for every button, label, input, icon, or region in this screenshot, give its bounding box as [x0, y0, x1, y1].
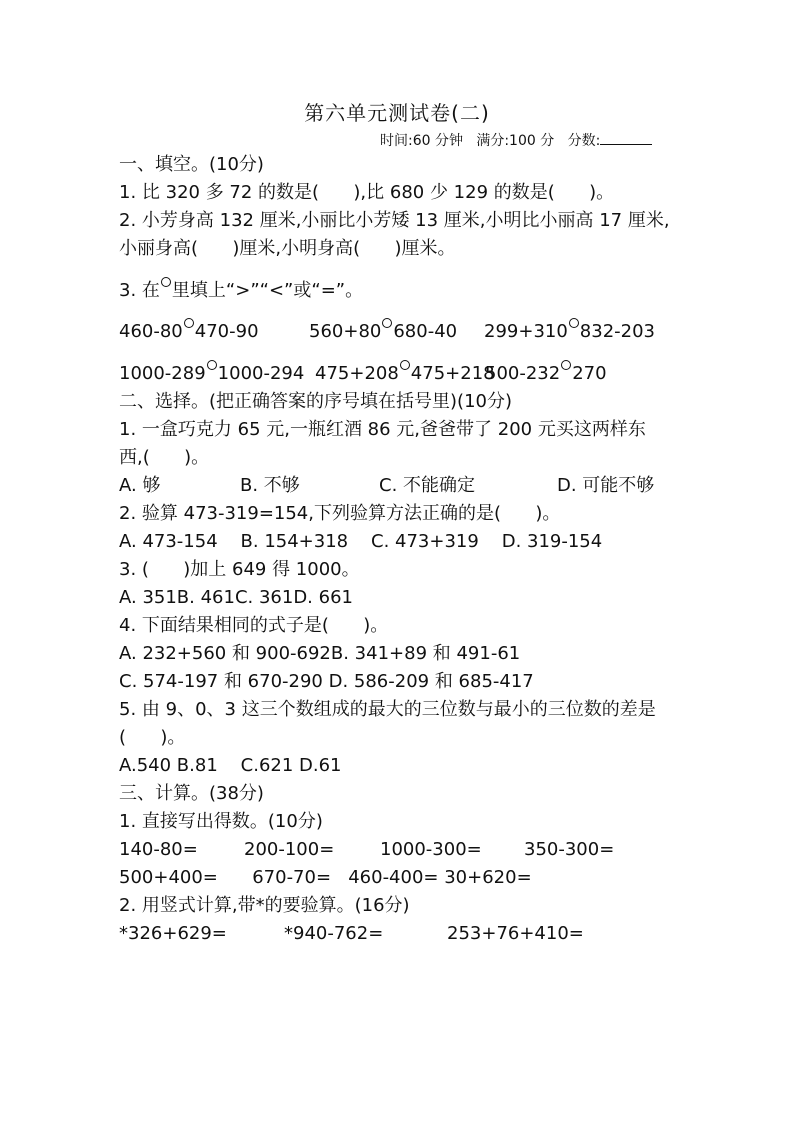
option-a: A. 够 [119, 475, 161, 496]
s2-question-1-line-1: 1. 一盒巧克力 65 元,一瓶红酒 86 元,爸爸带了 200 元买这两样东 [119, 419, 646, 440]
s2-question-4: 4. 下面结果相同的式子是( )。 [119, 615, 389, 636]
compare-right: 470-90 [194, 321, 259, 342]
page-title: 第六单元测试卷(二) [304, 101, 490, 125]
compare-item [119, 318, 259, 344]
compare-item [309, 318, 457, 344]
s3-question-2: 2. 用竖式计算,带*的要验算。(16分) [119, 895, 410, 916]
calc-item: *940-762= [284, 923, 384, 944]
s2-question-2-options: A. 473-154 B. 154+318 C. 473+319 D. 319-154 [119, 531, 603, 552]
calc-item: 350-300= [524, 839, 615, 860]
compare-right: 1000-294 [217, 363, 305, 384]
compare-left: 1000-289 [119, 363, 206, 384]
section-1-heading: 一、填空。(10分) [119, 154, 264, 175]
compare-left: 500-232 [485, 363, 561, 384]
exam-meta [380, 130, 652, 151]
s2-question-4-options-2: C. 574-197 和 670-290 D. 586-209 和 685-417 [119, 671, 534, 692]
section-2-heading: 二、选择。(把正确答案的序号填在括号里)(10分) [119, 391, 512, 412]
compare-right: 832-203 [579, 321, 656, 342]
calc-item: 253+76+410= [447, 923, 584, 944]
s2-question-5-line-2: ( )。 [119, 727, 186, 748]
option-b: B. 不够 [240, 475, 300, 496]
s2-question-3-options: A. 351B. 461C. 361D. 661 [119, 587, 353, 608]
s2-question-2: 2. 验算 473-319=154,下列验算方法正确的是( )。 [119, 503, 561, 524]
calc-item: *326+629= [119, 923, 227, 944]
s2-question-5-options: A.540 B.81 C.621 D.61 [119, 755, 342, 776]
s1-q3-suffix: 里填上“>”“<”或“=”。 [171, 280, 364, 301]
s1-question-2-line-1: 2. 小芳身高 132 厘米,小丽比小芳矮 13 厘米,小明比小丽高 17 厘米, [119, 210, 670, 231]
calc-item: 1000-300= [380, 839, 482, 860]
compare-left: 299+310 [484, 321, 568, 342]
calc-item: 200-100= [244, 839, 335, 860]
compare-circle-icon[interactable] [184, 318, 194, 328]
s2-question-4-options-1: A. 232+560 和 900-692B. 341+89 和 491-61 [119, 643, 521, 664]
compare-item [315, 360, 495, 386]
compare-circle-icon[interactable] [569, 318, 579, 328]
s3-row-3 [119, 922, 719, 946]
exam-score-label: 分数: [567, 133, 601, 149]
compare-circle-icon[interactable] [400, 360, 410, 370]
compare-item [485, 360, 607, 386]
compare-right: 270 [572, 363, 607, 384]
s2-question-1-line-2: 西,( )。 [119, 447, 210, 468]
compare-circle-icon [161, 277, 171, 287]
s1-question-2-line-2: 小丽身高( )厘米,小明身高( )厘米。 [119, 238, 456, 259]
compare-left: 475+208 [315, 363, 399, 384]
score-blank[interactable] [600, 130, 652, 145]
option-d: D. 可能不够 [557, 475, 655, 496]
s2-question-5-line-1: 5. 由 9、0、3 这三个数组成的最大的三位数与最小的三位数的差是 [119, 699, 656, 720]
s1-q3-prefix: 3. 在 [119, 280, 160, 301]
compare-item [119, 360, 304, 386]
s3-row-2: 500+400= 670-70= 460-400= 30+620= [119, 867, 532, 888]
calc-item: 140-80= [119, 839, 198, 860]
compare-item [484, 318, 655, 344]
compare-circle-icon[interactable] [207, 360, 217, 370]
s3-row-1 [119, 838, 719, 862]
compare-right: 475+218 [410, 363, 495, 384]
exam-time: 时间:60 分钟 [380, 133, 463, 149]
s1-question-1: 1. 比 320 多 72 的数是( ),比 680 少 129 的数是( )。 [119, 182, 615, 203]
compare-left: 460-80 [119, 321, 183, 342]
s3-question-1: 1. 直接写出得数。(10分) [119, 811, 323, 832]
exam-full-score: 满分:100 分 [476, 133, 555, 149]
compare-circle-icon[interactable] [382, 318, 392, 328]
s2-question-1-options [119, 474, 719, 498]
compare-left: 560+80 [309, 321, 382, 342]
s1-question-3 [119, 277, 363, 303]
option-c: C. 不能确定 [379, 475, 476, 496]
section-3-heading: 三、计算。(38分) [119, 783, 264, 804]
s2-question-3: 3. ( )加上 649 得 1000。 [119, 559, 360, 580]
compare-circle-icon[interactable] [561, 360, 571, 370]
compare-right: 680-40 [393, 321, 458, 342]
